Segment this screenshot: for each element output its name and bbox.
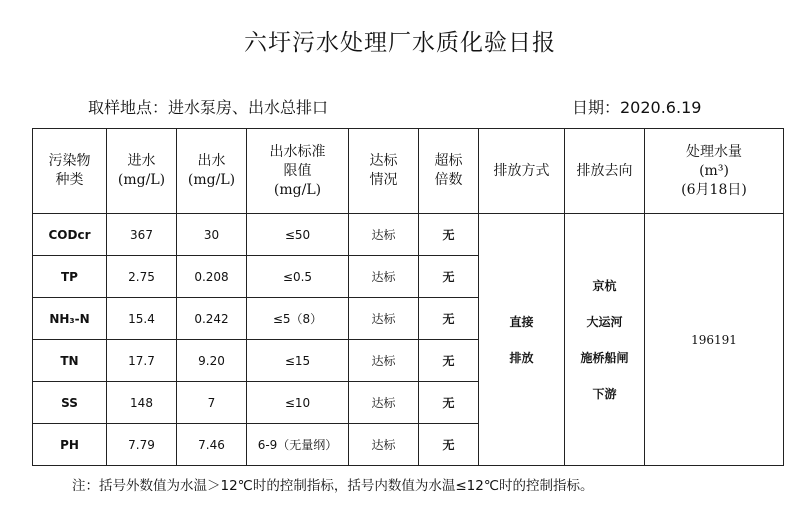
exceed-value: 无: [419, 298, 479, 340]
discharge-destination: 京杭 大运河 施桥船闸 下游: [565, 214, 645, 466]
pollutant-name: TP: [33, 256, 107, 298]
report-title: 六圩污水处理厂水质化验日报: [244, 30, 556, 56]
limit-value: ≤0.5: [247, 256, 349, 298]
header-volume: 处理水量 (m³) (6月18日): [645, 129, 784, 214]
status-value: 达标: [349, 256, 419, 298]
outflow-value: 30: [177, 214, 247, 256]
outflow-value: 0.208: [177, 256, 247, 298]
limit-value: 6-9（无量纲）: [247, 424, 349, 466]
limit-value: ≤15: [247, 340, 349, 382]
header-limit: 出水标准 限值 (mg/L): [247, 129, 349, 214]
header-method: 排放方式: [479, 129, 565, 214]
discharge-method: 直接 排放: [479, 214, 565, 466]
exceed-value: 无: [419, 214, 479, 256]
water-quality-table: [32, 128, 784, 466]
header-status: 达标 情况: [349, 129, 419, 214]
status-value: 达标: [349, 298, 419, 340]
pollutant-name: CODcr: [33, 214, 107, 256]
outflow-value: 7.46: [177, 424, 247, 466]
inflow-value: 367: [107, 214, 177, 256]
status-value: 达标: [349, 214, 419, 256]
pollutant-name: SS: [33, 382, 107, 424]
status-value: 达标: [349, 382, 419, 424]
header-destination: 排放去向: [565, 129, 645, 214]
report-date: 日期：2020.6.19: [572, 98, 702, 117]
outflow-value: 7: [177, 382, 247, 424]
header-inflow: 进水 (mg/L): [107, 129, 177, 214]
limit-value: ≤10: [247, 382, 349, 424]
exceed-value: 无: [419, 424, 479, 466]
status-value: 达标: [349, 424, 419, 466]
sampling-location: 取样地点：进水泵房、出水总排口: [88, 98, 329, 117]
footnote: 注：括号外数值为水温＞12℃时的控制指标，括号内数值为水温≤12℃时的控制指标。: [72, 478, 594, 494]
limit-value: ≤50: [247, 214, 349, 256]
inflow-value: 17.7: [107, 340, 177, 382]
header-row: [33, 129, 784, 214]
exceed-value: 无: [419, 256, 479, 298]
header-outflow: 出水 (mg/L): [177, 129, 247, 214]
pollutant-name: TN: [33, 340, 107, 382]
limit-value: ≤5（8）: [247, 298, 349, 340]
status-value: 达标: [349, 340, 419, 382]
exceed-value: 无: [419, 382, 479, 424]
inflow-value: 15.4: [107, 298, 177, 340]
outflow-value: 0.242: [177, 298, 247, 340]
inflow-value: 148: [107, 382, 177, 424]
inflow-value: 7.79: [107, 424, 177, 466]
outflow-value: 9.20: [177, 340, 247, 382]
exceed-value: 无: [419, 340, 479, 382]
table-row: [33, 214, 784, 256]
pollutant-name: PH: [33, 424, 107, 466]
header-exceed: 超标 倍数: [419, 129, 479, 214]
pollutant-name: NH₃-N: [33, 298, 107, 340]
header-pollutant: 污染物 种类: [33, 129, 107, 214]
inflow-value: 2.75: [107, 256, 177, 298]
treated-volume: 196191: [645, 214, 784, 466]
